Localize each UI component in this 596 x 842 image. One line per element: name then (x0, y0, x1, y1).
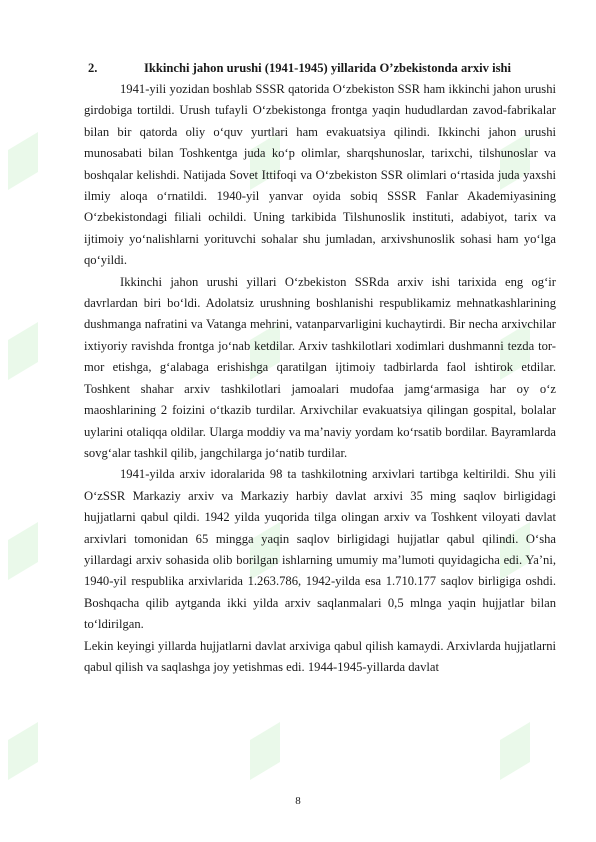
section-number: 2. (88, 61, 98, 75)
page-number: 8 (295, 795, 301, 807)
paragraph: Ikkinchi jahon urushi yillari O‘zbekiston SSRda arxiv ishi tarixida eng og‘ir davrlardan biri bo‘ldi. Adolatsiz urushning boshlanishi respublikamiz mehnatkashlarining dushmanga nafratini va Vatanga mehrini, vatanparvarligini kuchaytirdi. Bir necha arxivchilar ixtiyoriy ravishda frontga jo‘nab ketdilar. Arxiv tashkilotlari xodimlari dushmanni tezda tor-mor etishga, g‘alabaga erishishga qaratilgan ijtimoiy tadbirlarda faol ishtirok etdilar. Toshkent shahar arxiv tashkilotlari jamoalari mudofaa jamg‘armasiga har oy o‘z maoshlarining 2 foizini o‘tkazib turdilar. Arxivchilar evakuatsiya qilingan gospital, bolalar uylarini otaliqqa oldilar. Ularga moddiy va ma’naviy yordam ko‘rsatib bordilar. Bayramlarda sovg‘alar tashkil qilib, jangchilarga jo‘natib turdilar. (84, 274, 556, 460)
section-title: Ikkinchi jahon urushi (1941-1945) yillarida O’zbekistonda arxiv ishi (144, 61, 512, 75)
body-text (84, 79, 556, 678)
section-heading (88, 61, 558, 76)
paragraph: Lekin keyingi yillarda hujjatlarni davlat arxiviga qabul qilish kamaydi. Arxivlarda hujjatlarni qabul qilish va saqlashga joy yetishmas edi. 1944-1945-yillarda davlat (84, 638, 556, 674)
paragraph: 1941-yili yozidan boshlab SSSR qatorida O‘zbekiston SSR ham ikkinchi jahon urushi girdobiga tortildi. Urush tufayli O‘zbekistonga frontga yaqin hududlardan zavod-fabrikalar bilan bir qatorda oliy o‘quv yurtlari ham evakuatsiya qilindi. Ikkinchi jahon urushi munosabati bilan Toshkentga juda ko‘p olimlar, sharqshunoslar, tarixchi, tilshunoslar va boshqalar kelishdi. Natijada Sovet Ittifoqi va O‘zbekiston SSR olimlari o‘rtasida juda yaxshi ilmiy aloqa o‘rnatildi. 1940-yil yanvar oyida sobiq SSSR Fanlar Akademiyasining O‘zbekistondagi filiali ochildi. Uning tarkibida Tilshunoslik instituti, adabiyot, tarix va ijtimoiy yo‘nalishlarni yorituvchi sohalar shu jumladan, arxivshunoslik sohasi ham yo‘lga qo‘yildi. (84, 82, 556, 268)
paragraph: 1941-yilda arxiv idoralarida 98 ta tashkilotning arxivlari tartibga keltirildi. Shu yili O‘zSSR Markaziy arxiv va Markaziy harbiy davlat arxivi 35 ming saqlov birligidagi hujjatlarni qabul qildi. 1942 yilda yuqorida tilga olingan arxiv va Toshkent viloyati davlat arxivlari tomonidan 65 mingga yaqin saqlov birligidagi hujjatlar qabul qilindi. O‘sha yillardagi arxiv sohasida olib borilgan ishlarning umumiy ma’lumoti quyidagicha edi. Ya’ni, 1940-yil respublika arxivlarida 1.263.786, 1942-yilda esa 1.710.177 saqlov birligiga oshdi. Boshqacha qilib aytganda ikki yilda arxiv saqlanmalari 0,5 mlnga yaqin hujjatlar bilan to‘ldirilgan. (84, 467, 556, 632)
